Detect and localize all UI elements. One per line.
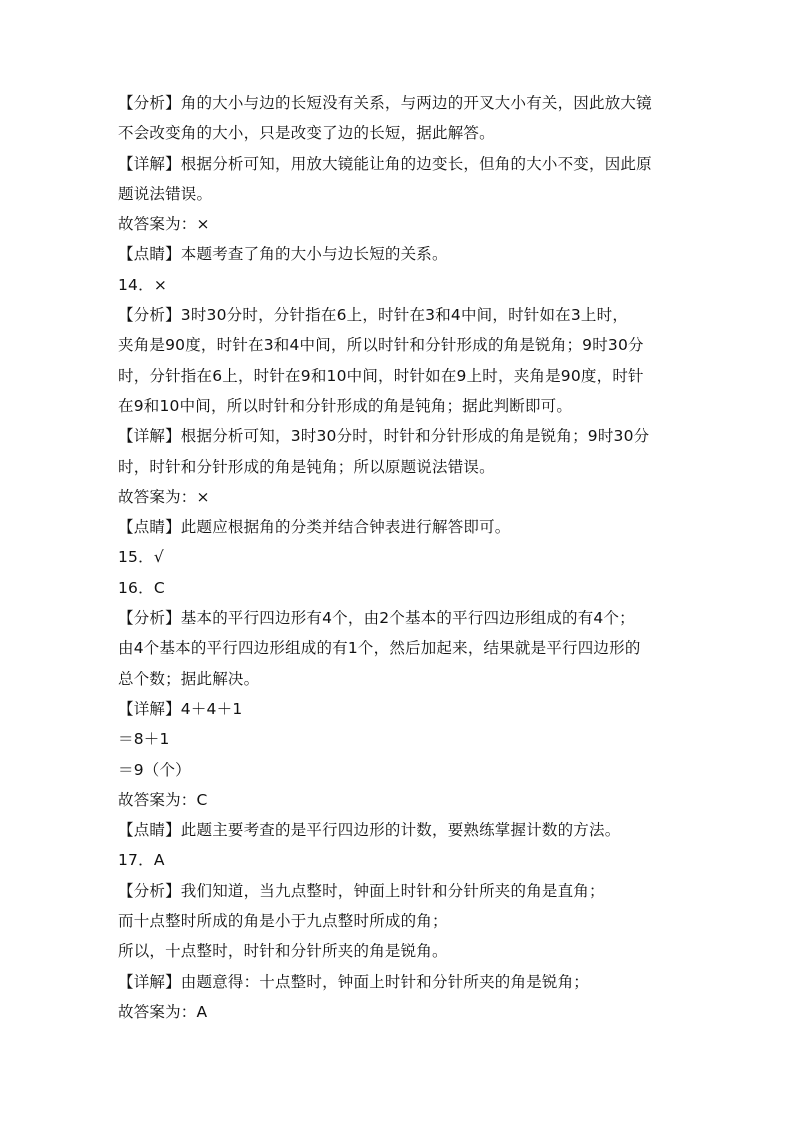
text-line: 【点睛】此题应根据角的分类并结合钟表进行解答即可。 xyxy=(118,518,511,537)
text-line: 【点睛】本题考查了角的大小与边长短的关系。 xyxy=(118,245,448,264)
text-line: 故答案为：× xyxy=(118,487,210,506)
text-line: 时，时针和分针形成的角是钝角；所以原题说法错误。 xyxy=(118,457,495,476)
answer-document xyxy=(118,93,678,1032)
text-line: 【详解】由题意得：十点整时，钟面上时针和分针所夹的角是锐角； xyxy=(118,972,590,991)
question-number: 16．C xyxy=(118,578,165,597)
text-line: 由4个基本的平行四边形组成的有1个，然后加起来，结果就是平行四边形的 xyxy=(118,639,641,658)
text-line: 不会改变角的大小，只是改变了边的长短，据此解答。 xyxy=(118,124,495,143)
text-line: 而十点整时所成的角是小于九点整时所成的角； xyxy=(118,912,448,931)
text-line: 夹角是90度，时针在3和4中间，所以时针和分针形成的角是锐角；9时30分 xyxy=(118,336,644,355)
text-line: 故答案为：× xyxy=(118,215,210,234)
text-line: 题说法错误。 xyxy=(118,184,213,203)
text-line: ＝8＋1 xyxy=(118,730,170,749)
text-line: 【详解】4＋4＋1 xyxy=(118,699,243,718)
text-line: 【分析】基本的平行四边形有4个，由2个基本的平行四边形组成的有4个； xyxy=(118,609,635,628)
question-number: 17．A xyxy=(118,851,165,870)
question-number: 15．√ xyxy=(118,548,164,567)
text-line: 【分析】角的大小与边的长短没有关系，与两边的开叉大小有关，因此放大镜 xyxy=(118,94,652,112)
text-line: 时，分针指在6上，时针在9和10中间，时针如在9上时，夹角是90度，时针 xyxy=(118,366,644,385)
text-line: 故答案为：A xyxy=(118,1002,208,1021)
text-line: 【分析】我们知道，当九点整时，钟面上时针和分针所夹的角是直角； xyxy=(118,881,605,900)
question-number: 14．× xyxy=(118,275,168,294)
text-line: 故答案为：C xyxy=(118,790,208,809)
text-line: 【详解】根据分析可知，用放大镜能让角的边变长，但角的大小不变，因此原 xyxy=(118,154,652,173)
text-line: 所以，十点整时，时针和分针所夹的角是锐角。 xyxy=(118,942,448,961)
text-line: 在9和10中间，所以时针和分针形成的角是钝角；据此判断即可。 xyxy=(118,396,573,415)
text-line: 总个数；据此解决。 xyxy=(118,669,260,688)
text-line: 【详解】根据分析可知，3时30分时，时针和分针形成的角是锐角；9时30分 xyxy=(118,427,650,446)
text-line: 【分析】3时30分时，分针指在6上，时针在3和4中间，时针如在3上时， xyxy=(118,306,629,325)
text-line: ＝9（个） xyxy=(118,760,191,779)
text-line: 【点睛】此题主要考查的是平行四边形的计数，要熟练掌握计数的方法。 xyxy=(118,821,621,840)
